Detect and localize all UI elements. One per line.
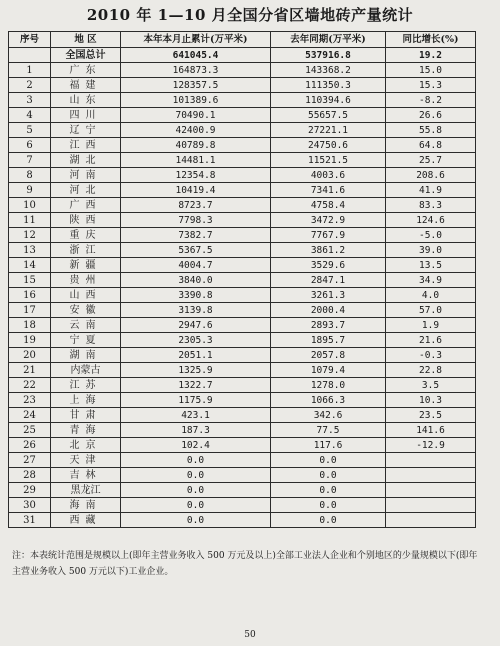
row-same-period: 3472.9 xyxy=(271,213,386,228)
row-region: 辽宁 xyxy=(51,123,121,138)
row-no: 26 xyxy=(9,438,51,453)
row-region: 湖北 xyxy=(51,153,121,168)
row-no: 29 xyxy=(9,483,51,498)
row-cumulative: 0.0 xyxy=(121,513,271,528)
row-same-period: 2000.4 xyxy=(271,303,386,318)
table-row xyxy=(9,468,476,483)
row-growth: 41.9 xyxy=(386,183,476,198)
row-same-period: 55657.5 xyxy=(271,108,386,123)
row-same-period: 24750.6 xyxy=(271,138,386,153)
row-no: 6 xyxy=(9,138,51,153)
table-row xyxy=(9,108,476,123)
row-cumulative: 1322.7 xyxy=(121,378,271,393)
row-region: 安徽 xyxy=(51,303,121,318)
row-cumulative: 0.0 xyxy=(121,483,271,498)
row-growth xyxy=(386,498,476,513)
row-no: 19 xyxy=(9,333,51,348)
row-region: 新疆 xyxy=(51,258,121,273)
row-no: 13 xyxy=(9,243,51,258)
row-same-period: 0.0 xyxy=(271,453,386,468)
row-region: 黑龙江 xyxy=(51,483,121,498)
row-no: 25 xyxy=(9,423,51,438)
total-growth: 19.2 xyxy=(386,48,476,63)
row-no: 8 xyxy=(9,168,51,183)
row-cumulative: 3390.8 xyxy=(121,288,271,303)
row-region: 河南 xyxy=(51,168,121,183)
row-region: 山西 xyxy=(51,288,121,303)
row-no: 23 xyxy=(9,393,51,408)
row-cumulative: 423.1 xyxy=(121,408,271,423)
row-same-period: 7341.6 xyxy=(271,183,386,198)
row-same-period: 1066.3 xyxy=(271,393,386,408)
row-growth xyxy=(386,483,476,498)
row-growth: 22.8 xyxy=(386,363,476,378)
table-row xyxy=(9,378,476,393)
production-table xyxy=(8,31,476,528)
row-region: 西藏 xyxy=(51,513,121,528)
row-region: 浙江 xyxy=(51,243,121,258)
row-growth: 34.9 xyxy=(386,273,476,288)
row-region: 江苏 xyxy=(51,378,121,393)
table-row xyxy=(9,198,476,213)
row-cumulative: 14481.1 xyxy=(121,153,271,168)
row-cumulative: 1325.9 xyxy=(121,363,271,378)
row-no: 5 xyxy=(9,123,51,138)
table-row xyxy=(9,393,476,408)
row-region: 内蒙古 xyxy=(51,363,121,378)
row-same-period: 1895.7 xyxy=(271,333,386,348)
table-row xyxy=(9,303,476,318)
header-region: 地 区 xyxy=(51,32,121,48)
row-region: 吉林 xyxy=(51,468,121,483)
row-growth: 55.8 xyxy=(386,123,476,138)
table-row xyxy=(9,78,476,93)
row-region: 青海 xyxy=(51,423,121,438)
row-no: 1 xyxy=(9,63,51,78)
total-no-cell xyxy=(9,48,51,63)
header-no: 序号 xyxy=(9,32,51,48)
row-region: 陕西 xyxy=(51,213,121,228)
row-growth: 64.8 xyxy=(386,138,476,153)
row-same-period: 3529.6 xyxy=(271,258,386,273)
row-cumulative: 187.3 xyxy=(121,423,271,438)
row-same-period: 0.0 xyxy=(271,498,386,513)
row-same-period: 4758.4 xyxy=(271,198,386,213)
table-row xyxy=(9,423,476,438)
row-same-period: 2847.1 xyxy=(271,273,386,288)
table-row xyxy=(9,153,476,168)
row-growth: 1.9 xyxy=(386,318,476,333)
row-no: 4 xyxy=(9,108,51,123)
row-no: 27 xyxy=(9,453,51,468)
row-cumulative: 42400.9 xyxy=(121,123,271,138)
row-cumulative: 2947.6 xyxy=(121,318,271,333)
row-cumulative: 4004.7 xyxy=(121,258,271,273)
row-region: 福建 xyxy=(51,78,121,93)
table-row xyxy=(9,138,476,153)
table-row xyxy=(9,93,476,108)
row-growth: 10.3 xyxy=(386,393,476,408)
row-no: 15 xyxy=(9,273,51,288)
row-same-period: 111350.3 xyxy=(271,78,386,93)
row-growth: -0.3 xyxy=(386,348,476,363)
row-no: 16 xyxy=(9,288,51,303)
row-region: 宁夏 xyxy=(51,333,121,348)
row-cumulative: 70490.1 xyxy=(121,108,271,123)
row-no: 24 xyxy=(9,408,51,423)
row-no: 7 xyxy=(9,153,51,168)
row-same-period: 0.0 xyxy=(271,483,386,498)
row-cumulative: 7382.7 xyxy=(121,228,271,243)
row-same-period: 143368.2 xyxy=(271,63,386,78)
row-same-period: 7767.9 xyxy=(271,228,386,243)
row-growth: -12.9 xyxy=(386,438,476,453)
row-same-period: 0.0 xyxy=(271,513,386,528)
row-region: 海南 xyxy=(51,498,121,513)
row-cumulative: 128357.5 xyxy=(121,78,271,93)
row-no: 20 xyxy=(9,348,51,363)
page-number: 50 xyxy=(244,630,256,640)
row-same-period: 110394.6 xyxy=(271,93,386,108)
row-growth: 13.5 xyxy=(386,258,476,273)
table-row xyxy=(9,453,476,468)
row-cumulative: 0.0 xyxy=(121,498,271,513)
row-region: 重庆 xyxy=(51,228,121,243)
row-same-period: 1079.4 xyxy=(271,363,386,378)
row-cumulative: 0.0 xyxy=(121,468,271,483)
row-cumulative: 40789.8 xyxy=(121,138,271,153)
row-growth: 124.6 xyxy=(386,213,476,228)
table-row xyxy=(9,408,476,423)
total-label: 全国总计 xyxy=(51,48,121,63)
row-same-period: 2057.8 xyxy=(271,348,386,363)
table-row xyxy=(9,183,476,198)
row-same-period: 117.6 xyxy=(271,438,386,453)
header-row xyxy=(9,32,476,48)
row-cumulative: 3139.8 xyxy=(121,303,271,318)
row-no: 22 xyxy=(9,378,51,393)
table-row xyxy=(9,363,476,378)
row-cumulative: 2305.3 xyxy=(121,333,271,348)
row-cumulative: 102.4 xyxy=(121,438,271,453)
row-growth: 26.6 xyxy=(386,108,476,123)
table-row xyxy=(9,438,476,453)
row-no: 31 xyxy=(9,513,51,528)
row-cumulative: 1175.9 xyxy=(121,393,271,408)
row-growth: 83.3 xyxy=(386,198,476,213)
total-cumulative: 641045.4 xyxy=(121,48,271,63)
row-growth xyxy=(386,468,476,483)
row-cumulative: 164873.3 xyxy=(121,63,271,78)
page-title: 2010 年 1—10 月全国分省区墙地砖产量统计 xyxy=(86,6,414,24)
row-same-period: 342.6 xyxy=(271,408,386,423)
table-row xyxy=(9,288,476,303)
table-row xyxy=(9,498,476,513)
row-region: 山东 xyxy=(51,93,121,108)
header-growth: 同比增长(%) xyxy=(386,32,476,48)
row-growth: 23.5 xyxy=(386,408,476,423)
table-row xyxy=(9,63,476,78)
row-growth: 15.3 xyxy=(386,78,476,93)
footnote: 注：本表统计范围是规模以上(即年主营业务收入 500 万元及以上)全部工业法人企业和个别地区的少量规模以下(即年主营业务收入 500 万元以下)工业企业。 xyxy=(12,551,478,577)
row-cumulative: 101389.6 xyxy=(121,93,271,108)
row-same-period: 3261.3 xyxy=(271,288,386,303)
row-growth: 57.0 xyxy=(386,303,476,318)
row-growth: 25.7 xyxy=(386,153,476,168)
row-same-period: 77.5 xyxy=(271,423,386,438)
row-growth: 15.0 xyxy=(386,63,476,78)
row-growth: 4.0 xyxy=(386,288,476,303)
table-row xyxy=(9,243,476,258)
row-cumulative: 10419.4 xyxy=(121,183,271,198)
row-same-period: 27221.1 xyxy=(271,123,386,138)
row-cumulative: 7798.3 xyxy=(121,213,271,228)
table-row xyxy=(9,348,476,363)
row-cumulative: 5367.5 xyxy=(121,243,271,258)
row-no: 12 xyxy=(9,228,51,243)
row-growth: 3.5 xyxy=(386,378,476,393)
table-row xyxy=(9,258,476,273)
row-no: 11 xyxy=(9,213,51,228)
row-no: 28 xyxy=(9,468,51,483)
table-row xyxy=(9,273,476,288)
row-region: 河北 xyxy=(51,183,121,198)
table-row xyxy=(9,333,476,348)
row-growth: 21.6 xyxy=(386,333,476,348)
row-region: 天津 xyxy=(51,453,121,468)
row-no: 10 xyxy=(9,198,51,213)
total-same-period: 537916.8 xyxy=(271,48,386,63)
row-region: 江西 xyxy=(51,138,121,153)
row-no: 21 xyxy=(9,363,51,378)
table-row xyxy=(9,483,476,498)
row-region: 北京 xyxy=(51,438,121,453)
header-cumulative: 本年本月止累计(万平米) xyxy=(121,32,271,48)
total-row xyxy=(9,48,476,63)
row-region: 四川 xyxy=(51,108,121,123)
row-cumulative: 2051.1 xyxy=(121,348,271,363)
row-no: 14 xyxy=(9,258,51,273)
row-same-period: 2893.7 xyxy=(271,318,386,333)
row-same-period: 3861.2 xyxy=(271,243,386,258)
row-growth: -5.0 xyxy=(386,228,476,243)
row-no: 2 xyxy=(9,78,51,93)
table-row xyxy=(9,513,476,528)
row-same-period: 1278.0 xyxy=(271,378,386,393)
row-no: 3 xyxy=(9,93,51,108)
row-region: 广东 xyxy=(51,63,121,78)
table-row xyxy=(9,168,476,183)
row-cumulative: 12354.8 xyxy=(121,168,271,183)
row-cumulative: 3840.0 xyxy=(121,273,271,288)
row-same-period: 11521.5 xyxy=(271,153,386,168)
row-region: 贵州 xyxy=(51,273,121,288)
table-row xyxy=(9,123,476,138)
row-growth xyxy=(386,513,476,528)
row-growth: 208.6 xyxy=(386,168,476,183)
row-same-period: 0.0 xyxy=(271,468,386,483)
row-cumulative: 0.0 xyxy=(121,453,271,468)
row-no: 30 xyxy=(9,498,51,513)
row-no: 9 xyxy=(9,183,51,198)
row-growth: 141.6 xyxy=(386,423,476,438)
row-no: 17 xyxy=(9,303,51,318)
row-region: 湖南 xyxy=(51,348,121,363)
header-same-period: 去年同期(万平米) xyxy=(271,32,386,48)
row-region: 上海 xyxy=(51,393,121,408)
row-region: 甘肃 xyxy=(51,408,121,423)
row-region: 云南 xyxy=(51,318,121,333)
table-row xyxy=(9,213,476,228)
table-row xyxy=(9,318,476,333)
row-growth xyxy=(386,453,476,468)
table-row xyxy=(9,228,476,243)
row-growth: -8.2 xyxy=(386,93,476,108)
row-same-period: 4003.6 xyxy=(271,168,386,183)
row-growth: 39.0 xyxy=(386,243,476,258)
row-no: 18 xyxy=(9,318,51,333)
row-region: 广西 xyxy=(51,198,121,213)
row-cumulative: 8723.7 xyxy=(121,198,271,213)
